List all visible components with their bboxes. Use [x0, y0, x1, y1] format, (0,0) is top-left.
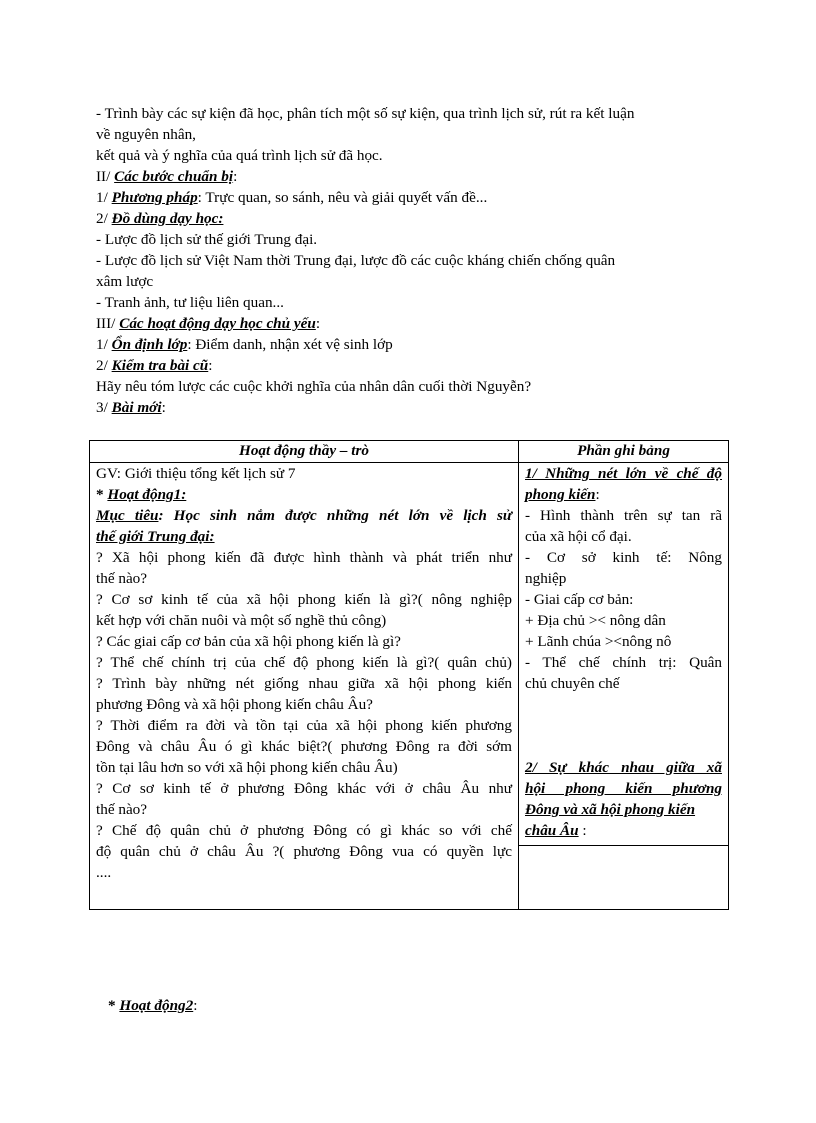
- item-text: : Trực quan, so sánh, nêu và giải quyết vấn đề...: [197, 189, 488, 206]
- question-line: ? Cơ sơ kinh tế của xã hội phong kiến là gì?( nông nghiệp: [96, 591, 512, 608]
- item-title: Đồ dùng dạy học:: [111, 210, 224, 227]
- section-3-suffix: :: [315, 315, 321, 332]
- question-line: ? Chế độ quân chủ ở phương Đông có gì khác so với chế: [96, 822, 512, 839]
- question-line: tồn tại lâu hơn so với xã hội phong kiến châu Âu): [96, 759, 398, 776]
- item-prefix: 3/: [96, 399, 112, 416]
- section-3-item-1: [96, 335, 393, 355]
- board-heading-1-suffix: :: [595, 486, 600, 503]
- activity-2-suffix: :: [193, 997, 198, 1014]
- intro-line-3: kết quả và ý nghĩa của quá trình lịch sử đã học.: [96, 147, 383, 164]
- question-line: Đông và châu Âu ó gì khác biệt?( phương Đông ra đời sớm: [96, 738, 512, 755]
- item-text: : Điểm danh, nhận xét vệ sinh lớp: [187, 336, 393, 353]
- board-notes-cell: [519, 463, 729, 910]
- review-question: Hãy nêu tóm lược các cuộc khởi nghĩa của nhân dân cuối thời Nguyễn?: [96, 378, 532, 395]
- item-suffix: :: [161, 399, 166, 416]
- question-line: kết hợp với chăn nuôi và một số nghề thủ công): [96, 612, 387, 629]
- board-note-line: + Địa chủ >< nông dân: [525, 612, 666, 629]
- item-prefix: 2/: [96, 210, 112, 227]
- activity-2-heading: [108, 996, 197, 1016]
- header-activities: Hoạt động thầy – trò: [90, 441, 519, 463]
- question-line: thế nào?: [96, 570, 148, 587]
- question-line: ? Cơ sơ kinh tế ở phương Đông khác với ở châu Âu như: [96, 780, 512, 797]
- question-line: thế nào?: [96, 801, 148, 818]
- section-2-suffix: :: [233, 168, 238, 185]
- section-2-title: Các bước chuẩn bị: [114, 168, 234, 185]
- board-note-line: - Giai cấp cơ bản:: [525, 591, 634, 608]
- board-heading-2-line-1: 2/ Sự khác nhau giữa xã: [525, 759, 722, 776]
- section-3-item-2: [96, 356, 212, 376]
- question-line: phương Đông và xã hội phong kiến châu Âu?: [96, 696, 373, 713]
- board-note-line: chủ chuyên chế: [525, 675, 620, 692]
- question-line: ....: [96, 864, 112, 881]
- board-spacer: [519, 694, 728, 757]
- goal-line-2: thế giới Trung đại:: [96, 528, 215, 545]
- section-3-prefix: III/: [96, 315, 120, 332]
- intro-line-1: - Trình bày các sự kiện đã học, phân tích một số sự kiện, qua trình lịch sử, rút ra kết luận: [96, 105, 635, 122]
- board-note-line: - Hình thành trên sự tan rã: [525, 507, 722, 524]
- item-prefix: 1/: [96, 189, 112, 206]
- item-prefix: 2/: [96, 357, 112, 374]
- section-2-heading: [96, 167, 237, 187]
- item-title: Ổn định lớp: [111, 336, 188, 353]
- board-divider: [519, 845, 728, 846]
- bullet-2-continued: xâm lược: [96, 273, 154, 290]
- board-heading-1-line-2: [519, 484, 728, 505]
- goal-line-1: [90, 505, 518, 526]
- item-title: Kiểm tra bài cũ: [111, 357, 209, 374]
- board-note-line: của xã hội cổ đại.: [525, 528, 632, 545]
- section-3-item-3: [96, 398, 166, 418]
- bullet-3: - Tranh ảnh, tư liệu liên quan...: [96, 294, 284, 311]
- board-note-line: - Cơ sở kinh tế: Nông: [525, 549, 722, 566]
- teacher-intro: GV: Giới thiệu tổng kết lịch sử 7: [96, 465, 296, 482]
- item-suffix: :: [208, 357, 213, 374]
- item-prefix: 1/: [96, 336, 112, 353]
- item-title: Bài mới: [111, 399, 162, 416]
- question-line: ? Các giai cấp cơ bản của xã hội phong kiến là gì?: [96, 633, 401, 650]
- board-note-line: - Thể chế chính trị: Quân: [525, 654, 722, 671]
- section-2-item-1: [96, 188, 487, 208]
- question-line: ? Xã hội phong kiến đã được hình thành và phát triển như: [96, 549, 512, 566]
- board-heading-2-title: châu Âu: [525, 822, 579, 839]
- activity-2-title: Hoạt động2: [119, 997, 194, 1014]
- section-3-heading: [96, 314, 320, 334]
- question-line: ? Trình bày những nét giống nhau giữa xã hội phong kiến: [96, 675, 512, 692]
- bullet-1: - Lược đồ lịch sử thế giới Trung đại.: [96, 231, 318, 248]
- section-2-item-2: [96, 209, 223, 229]
- activity-prefix: *: [96, 486, 108, 503]
- section-2-prefix: II/: [96, 168, 115, 185]
- lesson-table: [89, 440, 729, 910]
- intro-line-2: về nguyên nhân,: [96, 126, 196, 143]
- table-header-row: [90, 441, 729, 463]
- table-body-row: [90, 463, 729, 910]
- question-line: độ quân chủ ở châu Âu ?( phương Đông vua có quyền lực: [96, 843, 512, 860]
- activities-cell: [90, 463, 519, 910]
- bullet-2: - Lược đồ lịch sử Việt Nam thời Trung đại, lược đồ các cuộc kháng chiến chống quân: [96, 252, 616, 269]
- goal-label: Mục tiêu: [96, 507, 159, 524]
- board-heading-2-line-2: hội phong kiến phương: [525, 780, 722, 797]
- board-heading-1-line-1: 1/ Những nét lớn về chế độ: [525, 465, 722, 482]
- activity-1-heading: [90, 484, 518, 505]
- activity-title: Hoạt động1:: [107, 486, 187, 503]
- question-line: ? Thời điểm ra đời và tồn tại của xã hội phong kiến phương: [96, 717, 512, 734]
- board-heading-2-suffix: :: [578, 822, 587, 839]
- goal-text: : Học sinh nắm được những nét lớn về lịch sử: [158, 507, 512, 524]
- activity-2-prefix: *: [108, 997, 120, 1014]
- item-title: Phương pháp: [111, 189, 198, 206]
- question-line: ? Thể chế chính trị của chế độ phong kiến là gì?( quân chủ): [96, 654, 512, 671]
- header-board-notes: Phần ghi bảng: [519, 441, 729, 463]
- board-note-line: + Lãnh chúa ><nông nô: [525, 633, 672, 650]
- board-heading-2-line-3: Đông và xã hội phong kiến: [525, 801, 696, 818]
- board-note-line: nghiệp: [525, 570, 567, 587]
- board-heading-2-line-4: [519, 820, 728, 841]
- board-heading-1-title: phong kiến: [525, 486, 596, 503]
- section-3-title: Các hoạt động dạy học chủ yếu: [119, 315, 316, 332]
